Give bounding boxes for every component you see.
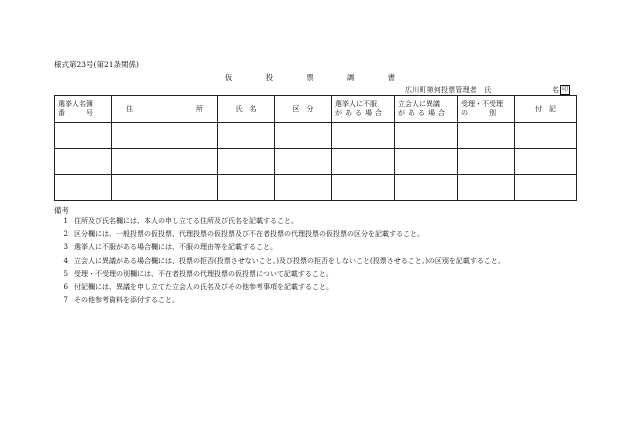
list-item: 4 立会人に異議がある場合欄には、投票の拒否(投票させないこと。)及び投票の拒否をしないこと(投票させること。)の区別を記載すること。 [63,256,505,265]
header-category: 区 分 [275,96,332,123]
list-item: 5 受理・不受理の別欄には、不在者投票の代理投票の仮投票について記載すること。 [63,269,333,278]
notes-list [54,217,576,309]
list-item: 7 その他参考資料を添付すること。 [63,296,179,305]
header-register-number: 選挙人名簿 番 号 [55,96,112,123]
header-address: 住 所 [112,96,218,123]
table-row [55,175,577,201]
form-number-label: 様式第23号(第21条関係) [54,60,139,69]
header-name: 氏 名 [218,96,275,123]
notes-heading: 備考 [54,206,69,215]
header-witness-objection: 立会人に異議 がある場合 [395,96,458,123]
list-item: 2 区分欄には、一般投票の仮投票、代理投票の仮投票及び不在者投票の代理投票の仮投票の区分を記載すること。 [63,230,424,239]
ballot-table [54,95,577,201]
table-row [55,123,577,149]
title-char: 投 [265,73,274,82]
list-item: 3 選挙人に不服がある場合欄には、不服の理由等を記載すること。 [63,243,277,252]
manager-name-char: 名 [552,86,559,94]
list-item: 6 付記欄には、異議を申し立てた立会人の氏名及びその他参考事項を記載すること。 [63,282,333,291]
list-item: 1 住所及び氏名欄には、本人の申し立てる住所及び氏名を記載すること。 [63,217,298,225]
title-char: 書 [387,73,395,82]
header-voter-objection: 選挙人に不服 がある場合 [332,96,395,123]
title-char: 票 [306,73,314,82]
table-row [55,149,577,175]
title-char: 調 [346,73,355,82]
manager-label: 広川町第何投票管理者 氏 [405,86,492,94]
manager-signature-line [405,85,570,95]
seal-mark: 印 [561,86,568,93]
header-acceptance: 受理・不受理 の 別 [458,96,515,123]
table-header-row [55,96,577,123]
document-title [225,72,395,83]
header-remarks: 付 記 [515,96,577,123]
title-char: 仮 [225,73,233,82]
